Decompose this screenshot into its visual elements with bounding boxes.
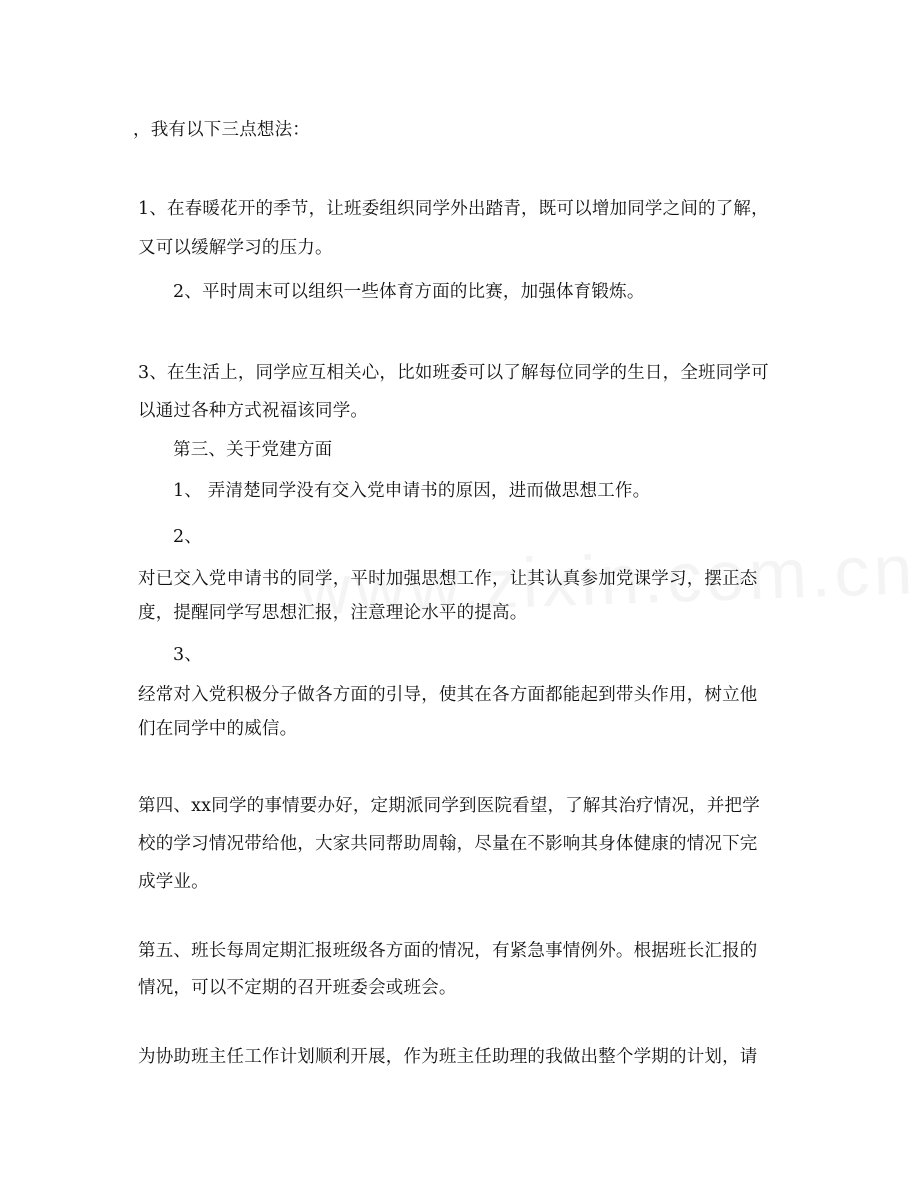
item-1-line-1: 1、在春暖花开的季节，让班委组织同学外出踏青，既可以增加同学之间的了解， bbox=[138, 199, 769, 219]
item-2-line: 2、平时周末可以组织一些体育方面的比赛，加强体育锻炼。 bbox=[173, 282, 645, 302]
section-five-line-2: 情况，可以不定期的召开班委会或班会。 bbox=[138, 978, 457, 998]
section-four-line-1: 第四、xx同学的事情要办好，定期派同学到医院看望，了解其治疗情况，并把学 bbox=[138, 796, 760, 816]
item-3-line-1: 3、在生活上，同学应互相关心，比如班委可以了解每位同学的生日，全班同学可 bbox=[138, 363, 769, 383]
closing-line: 为协助班主任工作计划顺利开展，作为班主任助理的我做出整个学期的计划，请 bbox=[138, 1047, 758, 1067]
party-item-2-line-2: 度，提醒同学写思想汇报，注意理论水平的提高。 bbox=[138, 603, 528, 623]
party-item-2-line-1: 对已交入党申请书的同学，平时加强思想工作，让其认真参加党课学习，摆正态 bbox=[138, 569, 758, 589]
intro-line: ，我有以下三点想法： bbox=[133, 120, 310, 140]
section-four-line-3: 成学业。 bbox=[138, 872, 209, 892]
party-item-2-number: 2、 bbox=[173, 527, 203, 547]
section-three-heading: 第三、关于党建方面 bbox=[173, 440, 333, 460]
party-item-3-number: 3、 bbox=[173, 645, 203, 665]
party-item-3-line-2: 们在同学中的威信。 bbox=[138, 719, 298, 739]
item-1-line-2: 又可以缓解学习的压力。 bbox=[138, 238, 333, 258]
section-five-line-1: 第五、班长每周定期汇报班级各方面的情况，有紧急事情例外。根据班长汇报的 bbox=[138, 941, 758, 961]
item-3-line-2: 以通过各种方式祝福该同学。 bbox=[138, 401, 369, 421]
party-item-3-line-1: 经常对入党积极分子做各方面的引导，使其在各方面都能起到带头作用，树立他 bbox=[138, 685, 758, 705]
section-four-line-2: 校的学习情况带给他，大家共同帮助周翰，尽量在不影响其身体健康的情况下完 bbox=[138, 834, 758, 854]
party-item-1: 1、 弄清楚同学没有交入党申请书的原因，进而做思想工作。 bbox=[173, 481, 651, 501]
